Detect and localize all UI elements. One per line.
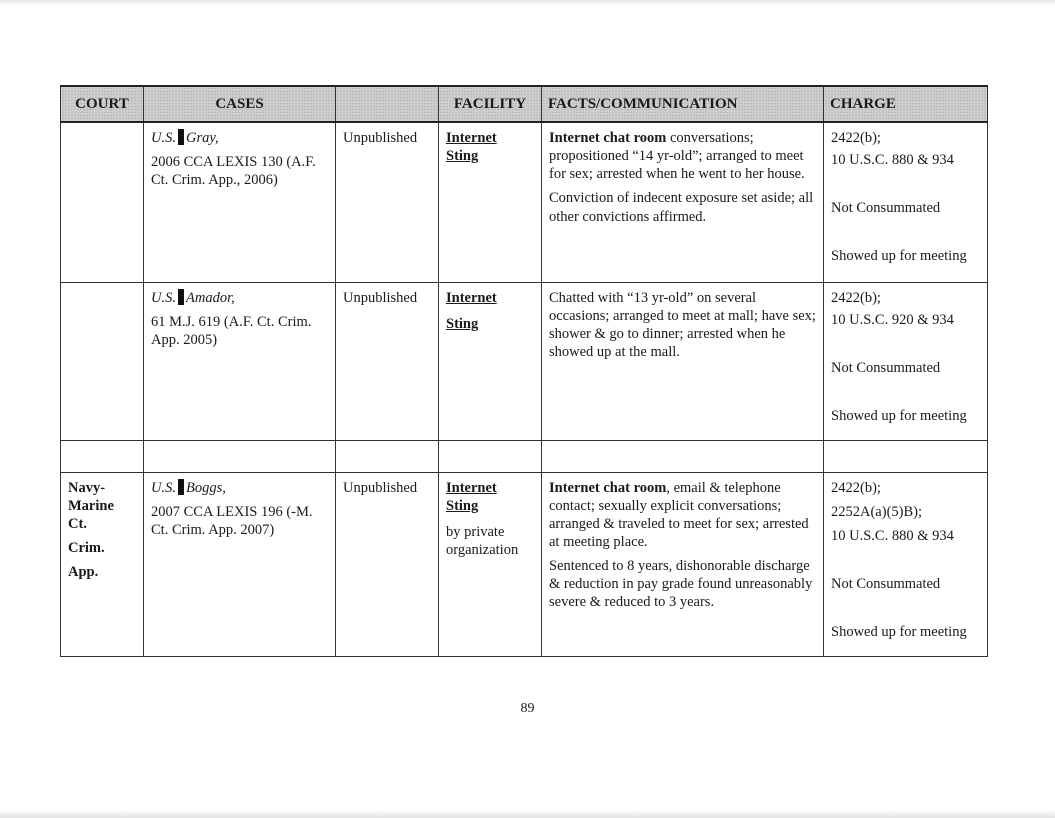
court-cell [61, 122, 144, 282]
case-prefix: U.S. [151, 289, 176, 306]
facts-cell [542, 122, 824, 282]
facts-text: , email & telephone contact; sexually explicit conversations; arranged & traveled to meet for sex; arrested at meeting place. [549, 479, 809, 550]
facility-extra: by private organization [446, 523, 519, 558]
cases-table [60, 85, 988, 657]
court-line: App. [68, 564, 99, 580]
facts-bold: Internet chat room [549, 130, 667, 146]
case-name: Boggs, [185, 479, 226, 496]
case-name: Gray, [185, 130, 219, 146]
charge-line: 2252A(a)(5)B); [831, 503, 923, 520]
case-prefix: U.S. [151, 479, 176, 496]
page-edge-top [0, 0, 1055, 6]
status-cell: Unpublished [336, 282, 439, 440]
table-row [61, 122, 988, 282]
header-court: COURT [61, 86, 144, 122]
case-cell [144, 282, 336, 440]
table-row-spacer [61, 440, 988, 472]
redaction-mark [178, 479, 184, 495]
facts-text: Chatted with “13 yr-old” on several occasions; arranged to meet at mall; have sex; shower & go to dinner; arrested when he showed up at the mall. [549, 289, 816, 360]
case-citation: 61 M.J. 619 (A.F. Ct. Crim. App. 2005) [151, 313, 312, 348]
charge-line: 2422(b); [831, 479, 881, 496]
charge-line: 10 U.S.C. 920 & 934 [831, 311, 954, 328]
header-charge: CHARGE [824, 86, 988, 122]
facility-line2: Sting [446, 497, 479, 514]
charge-line: 2422(b); [831, 130, 881, 146]
case-name: Amador, [185, 289, 235, 306]
court-cell [61, 472, 144, 656]
case-prefix: U.S. [151, 130, 176, 146]
header-blank [336, 86, 439, 122]
court-line: Navy- [68, 479, 106, 496]
facility-line1: Internet [446, 130, 497, 146]
facility-line2: Sting [446, 148, 479, 165]
table-row [61, 282, 988, 440]
case-citation: 2007 CCA LEXIS 196 (-M. Ct. Crim. App. 2007) [151, 503, 313, 538]
court-line: Ct. [68, 515, 87, 532]
case-citation: 2006 CCA LEXIS 130 (A.F. Ct. Crim. App., 2006) [151, 154, 316, 189]
header-cases: CASES [144, 86, 336, 122]
charge-line: Not Consummated [831, 200, 941, 217]
facts-text-2: Sentenced to 8 years, dishonorable discharge & reduction in pay grade found unreasonably severe & reduced to 3 years. [549, 558, 813, 611]
facility-line1: Internet [446, 289, 497, 306]
redaction-mark [178, 289, 184, 305]
court-line: Marine [68, 497, 114, 514]
charge-line: Not Consummated [831, 575, 941, 592]
charge-line: 10 U.S.C. 880 & 934 [831, 152, 954, 169]
facility-cell [439, 122, 542, 282]
court-line: Crim. [68, 539, 105, 556]
facts-cell [542, 282, 824, 440]
facility-line2: Sting [446, 315, 479, 332]
facility-line1: Internet [446, 479, 497, 496]
facility-cell [439, 282, 542, 440]
header-facts: FACTS/COMMUNICATION [542, 86, 824, 122]
facility-cell [439, 472, 542, 656]
table-header-row [61, 86, 988, 122]
status-cell: Unpublished [336, 472, 439, 656]
facts-cell [542, 472, 824, 656]
facts-bold: Internet chat room [549, 479, 667, 496]
facts-text-2: Conviction of indecent exposure set aside; all other convictions affirmed. [549, 190, 814, 225]
page-edge-bottom [0, 810, 1055, 818]
charge-line: 2422(b); [831, 289, 881, 306]
charge-line: 10 U.S.C. 880 & 934 [831, 527, 954, 544]
charge-cell [824, 282, 988, 440]
charge-cell [824, 122, 988, 282]
charge-line: Showed up for meeting [831, 248, 967, 265]
charge-line: Showed up for meeting [831, 407, 967, 424]
facts-text: conversations; propositioned “14 yr-old”; arranged to meet for sex; arrested when he went to her house. [549, 130, 805, 183]
table-row [61, 472, 988, 656]
charge-line: Showed up for meeting [831, 624, 967, 640]
status-cell: Unpublished [336, 122, 439, 282]
case-cell [144, 472, 336, 656]
case-cell [144, 122, 336, 282]
header-facility: FACILITY [439, 86, 542, 122]
page-number: 89 [520, 701, 535, 716]
charge-line: Not Consummated [831, 359, 941, 376]
charge-cell [824, 472, 988, 656]
redaction-mark [178, 129, 184, 145]
court-cell [61, 282, 144, 440]
